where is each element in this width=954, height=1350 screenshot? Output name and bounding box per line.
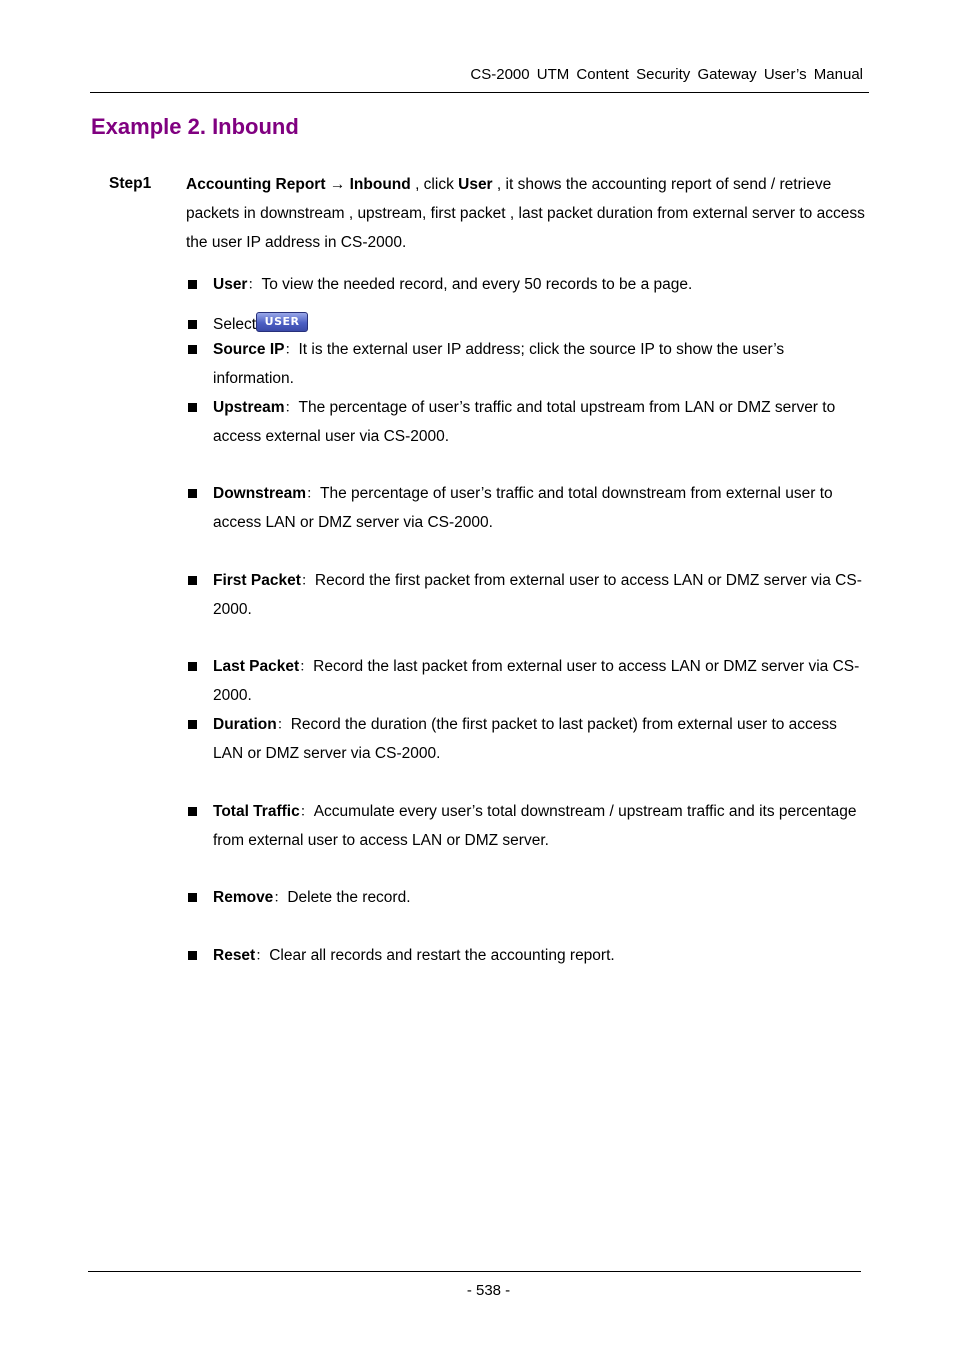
bullet-icon — [188, 345, 197, 354]
bullet-item-reset — [213, 941, 868, 970]
bullet-icon — [188, 807, 197, 816]
bullet-separator: ： — [276, 716, 291, 732]
bullet-icon — [188, 893, 197, 902]
bullet-description: Clear all records and restart the accounting report. — [269, 947, 615, 964]
bullet-separator: ： — [306, 485, 321, 501]
bullet-item-source-ip — [213, 335, 868, 393]
bullet-term: Duration — [213, 716, 277, 733]
bullet-separator: ： — [299, 803, 314, 819]
bullet-term: Source IP — [213, 341, 285, 358]
bullet-item-first-packet — [213, 566, 868, 624]
arrow-icon: → — [329, 176, 346, 193]
bullet-item-duration — [213, 710, 868, 768]
step-text-click: , click — [415, 176, 454, 193]
bullet-icon — [188, 403, 197, 412]
bullet-description: To view the needed record, and every 50 records to be a page. — [261, 276, 693, 293]
bullet-description: Delete the record. — [287, 889, 411, 906]
bullet-item-user — [213, 270, 868, 299]
bullet-item-last-packet — [213, 652, 868, 710]
bullet-description: The percentage of user’s traffic and total downstream from external user to access LAN or DMZ server via CS-2000. — [213, 485, 833, 531]
bullet-icon — [188, 662, 197, 671]
bullet-item-total-traffic — [213, 797, 868, 855]
bullet-icon — [188, 951, 197, 960]
bullet-term: Total Traffic — [213, 803, 300, 820]
bullet-description: Select — [213, 316, 257, 333]
header-divider — [90, 92, 869, 93]
bullet-separator: ： — [284, 341, 299, 357]
bullet-term: Upstream — [213, 399, 285, 416]
bullet-separator: ： — [247, 276, 262, 292]
bullet-description: The percentage of user’s traffic and total upstream from LAN or DMZ server to access external user via CS-2000. — [213, 399, 836, 445]
footer-divider — [88, 1271, 861, 1272]
step-label: Step1 — [109, 175, 152, 192]
bullet-term: Reset — [213, 947, 256, 964]
manual-title: CS-2000 UTM Content Security Gateway User’s Manual — [470, 66, 863, 83]
bullet-icon — [188, 576, 197, 585]
bullet-icon — [188, 489, 197, 498]
bullet-separator: ： — [284, 399, 299, 415]
menu-item: Inbound — [349, 176, 411, 193]
page-number: - 538 - — [466, 1282, 511, 1299]
user-button[interactable]: USER — [256, 312, 308, 332]
bullet-term: Last Packet — [213, 658, 300, 675]
bullet-separator: ： — [255, 947, 270, 963]
bullet-separator: ： — [300, 572, 315, 588]
bullet-description: Accumulate every user’s total downstream / upstream traffic and its percentage from external user to access LAN or DMZ server. — [213, 803, 857, 849]
bullet-term: First Packet — [213, 572, 301, 589]
bullet-description: It is the external user IP address; click the source IP to show the user’s information. — [213, 341, 785, 387]
bullet-item-upstream — [213, 393, 868, 451]
menu-path: Accounting Report — [186, 176, 326, 193]
step-text-rest: , it shows the accounting report of send / retrieve packets in downstream , upstream, first packet , last packet duration from external server to access the user IP address in CS-2000. — [186, 176, 865, 251]
section-title: Example 2. Inbound — [91, 114, 299, 139]
bullet-item-downstream — [213, 479, 868, 537]
bullet-separator: ： — [299, 658, 314, 674]
bullet-description: Record the last packet from external user to access LAN or DMZ server via CS-2000. — [213, 658, 860, 704]
bullet-term: User — [213, 276, 248, 293]
bullet-description: Record the duration (the first packet to last packet) from external user to access LAN or DMZ server via CS-2000. — [213, 716, 837, 762]
bullet-term: Downstream — [213, 485, 307, 502]
bullet-icon — [188, 720, 197, 729]
click-target: User — [458, 176, 493, 193]
step-description — [186, 170, 866, 257]
bullet-icon — [188, 320, 197, 329]
bullet-item-remove — [213, 883, 868, 912]
bullet-term: Remove — [213, 889, 274, 906]
bullet-description: Record the first packet from external user to access LAN or DMZ server via CS-2000. — [213, 572, 862, 618]
bullet-icon — [188, 280, 197, 289]
bullet-separator: ： — [273, 889, 288, 905]
